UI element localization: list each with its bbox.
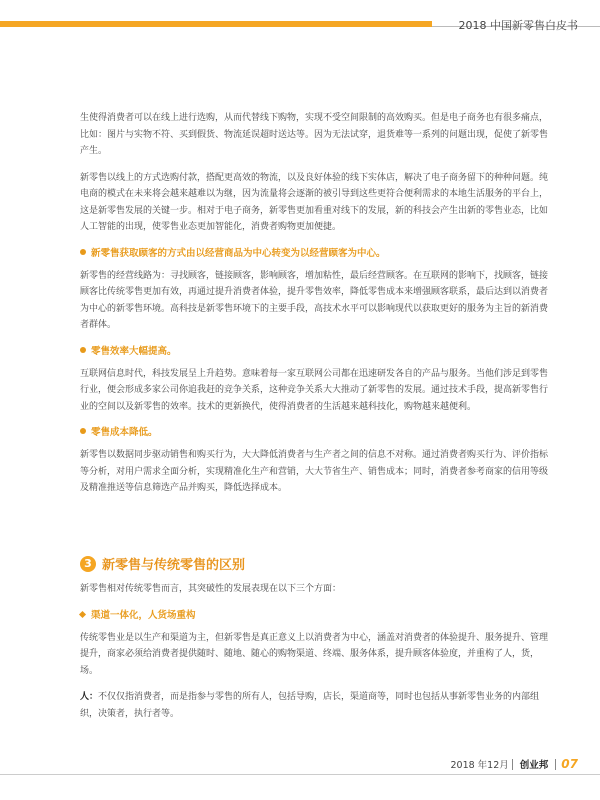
paragraph: 生使得消费者可以在线上进行选购，从而代替线下购物，实现不受空间限制的高效购买。但是电子商务也有很多痛点，比如：图片与实物不符、买到假货、物流延误超时送达等。因为无法试穿，退货难等一系列的问题出现，促使了新零售产生。 bbox=[80, 113, 549, 156]
section-title: 新零售与传统零售的区别 bbox=[102, 558, 246, 573]
section-3 bbox=[80, 554, 550, 732]
bullet-text: 零售成本降低。 bbox=[91, 427, 158, 438]
paragraph: 新零售以线上的方式选购付款，搭配更高效的物流，以及良好体验的线下实体店，解决了电子商务留下的种种问题。纯电商的模式在未来将会越来越难以为继，因为流量将会逐渐的被引导到这些更符合便利需求的本地生活服务的平台上，这是新零售发展的关键一步。相对于电子商务，新零售更加看重对线下的发展，新的科技会产生出新的零售业态，比如人工智能的出现，使零售业态更加智能化，消费者购物更加便捷。 bbox=[80, 172, 549, 232]
paragraph bbox=[80, 689, 550, 722]
sub-heading bbox=[80, 608, 550, 624]
sub-heading-text: 渠道一体化，人货场重构 bbox=[91, 609, 196, 621]
highlight-bullet bbox=[80, 425, 550, 441]
bullet-dot-icon bbox=[80, 428, 86, 434]
section-number-badge: 3 bbox=[80, 556, 96, 572]
highlight-bullet bbox=[80, 344, 550, 360]
page-number: 07 bbox=[561, 757, 578, 771]
diamond-bullet-icon bbox=[79, 610, 86, 617]
footer-divider bbox=[555, 759, 556, 770]
paragraph: 传统零售业是以生产和渠道为主，但新零售是真正意义上以消费者为中心，涵盖对消费者的体验提升、服务提升、管理提升，商家必须给消费者提供随时、随地、随心的购物渠道、终端、服务体系，提升顾客体验度，并重构了人，货，场。 bbox=[80, 632, 549, 676]
paragraph: 互联网信息时代，科技发展呈上升趋势。意味着每一家互联网公司都在迅速研发各自的产品与服务。当他们涉足到零售行业，便会形成多家公司你追我赶的竞争关系，这种竞争关系大大推动了新零售的发展。通过技术手段，提高新零售行业的空间以及新零售的效率。技术的更新换代，使得消费者的生活越来越科技化，购物越来越便利。 bbox=[80, 368, 549, 412]
page-footer bbox=[450, 757, 578, 771]
section-heading bbox=[80, 554, 550, 573]
lead-term: 人： bbox=[80, 692, 99, 702]
bullet-text: 零售效率大幅提高。 bbox=[91, 345, 177, 357]
header-title: 2018 中国新零售白皮书 bbox=[458, 19, 578, 32]
paragraph: 新零售以数据同步驱动销售和购买行为，大大降低消费者与生产者之间的信息不对称。通过消费者购买行为、评价指标等分析，对用户需求全面分析，实现精准化生产和营销，大大节省生产、销售成本；同时，消费者参考商家的信用等级及精准推送等信息筛选产品并购买，降低选择成本。 bbox=[80, 450, 549, 493]
header-accent-bar bbox=[0, 21, 432, 27]
bullet-dot-icon bbox=[80, 249, 86, 255]
issue-date: 2018 年12月 bbox=[450, 760, 509, 771]
bullet-dot-icon bbox=[80, 347, 86, 353]
bullet-text: 新零售获取顾客的方式由以经营商品为中心转变为以经营顾客为中心。 bbox=[91, 247, 386, 259]
paragraph: 新零售的经营线路为：寻找顾客，链接顾客，影响顾客，增加粘性，最后经营顾客。在互联网的影响下，找顾客，链接顾客比传统零售更加有效，再通过提升消费者体验，提升零售效率，降低零售成本来增强顾客联系，最后达到以消费者为中心的新零售环境。高科技是新零售环境下的主要手段，高技术水平可以影响现代以获取更好的服务为主旨的新消费者群体。 bbox=[80, 270, 549, 330]
section-intro: 新零售相对传统零售而言，其突破性的发展表现在以下三个方面： bbox=[80, 584, 342, 594]
footer-rule bbox=[0, 774, 600, 775]
lead-body: 不仅仅指消费者，而是指参与零售的所有人，包括导购，店长，渠道商等，同时也包括从事新零售业务的内部组织，决策者，执行者等。 bbox=[80, 692, 540, 719]
publication-brand: 创业邦 bbox=[519, 760, 549, 771]
highlight-bullet bbox=[80, 246, 550, 262]
footer-divider bbox=[512, 759, 513, 770]
article-body bbox=[80, 110, 550, 507]
